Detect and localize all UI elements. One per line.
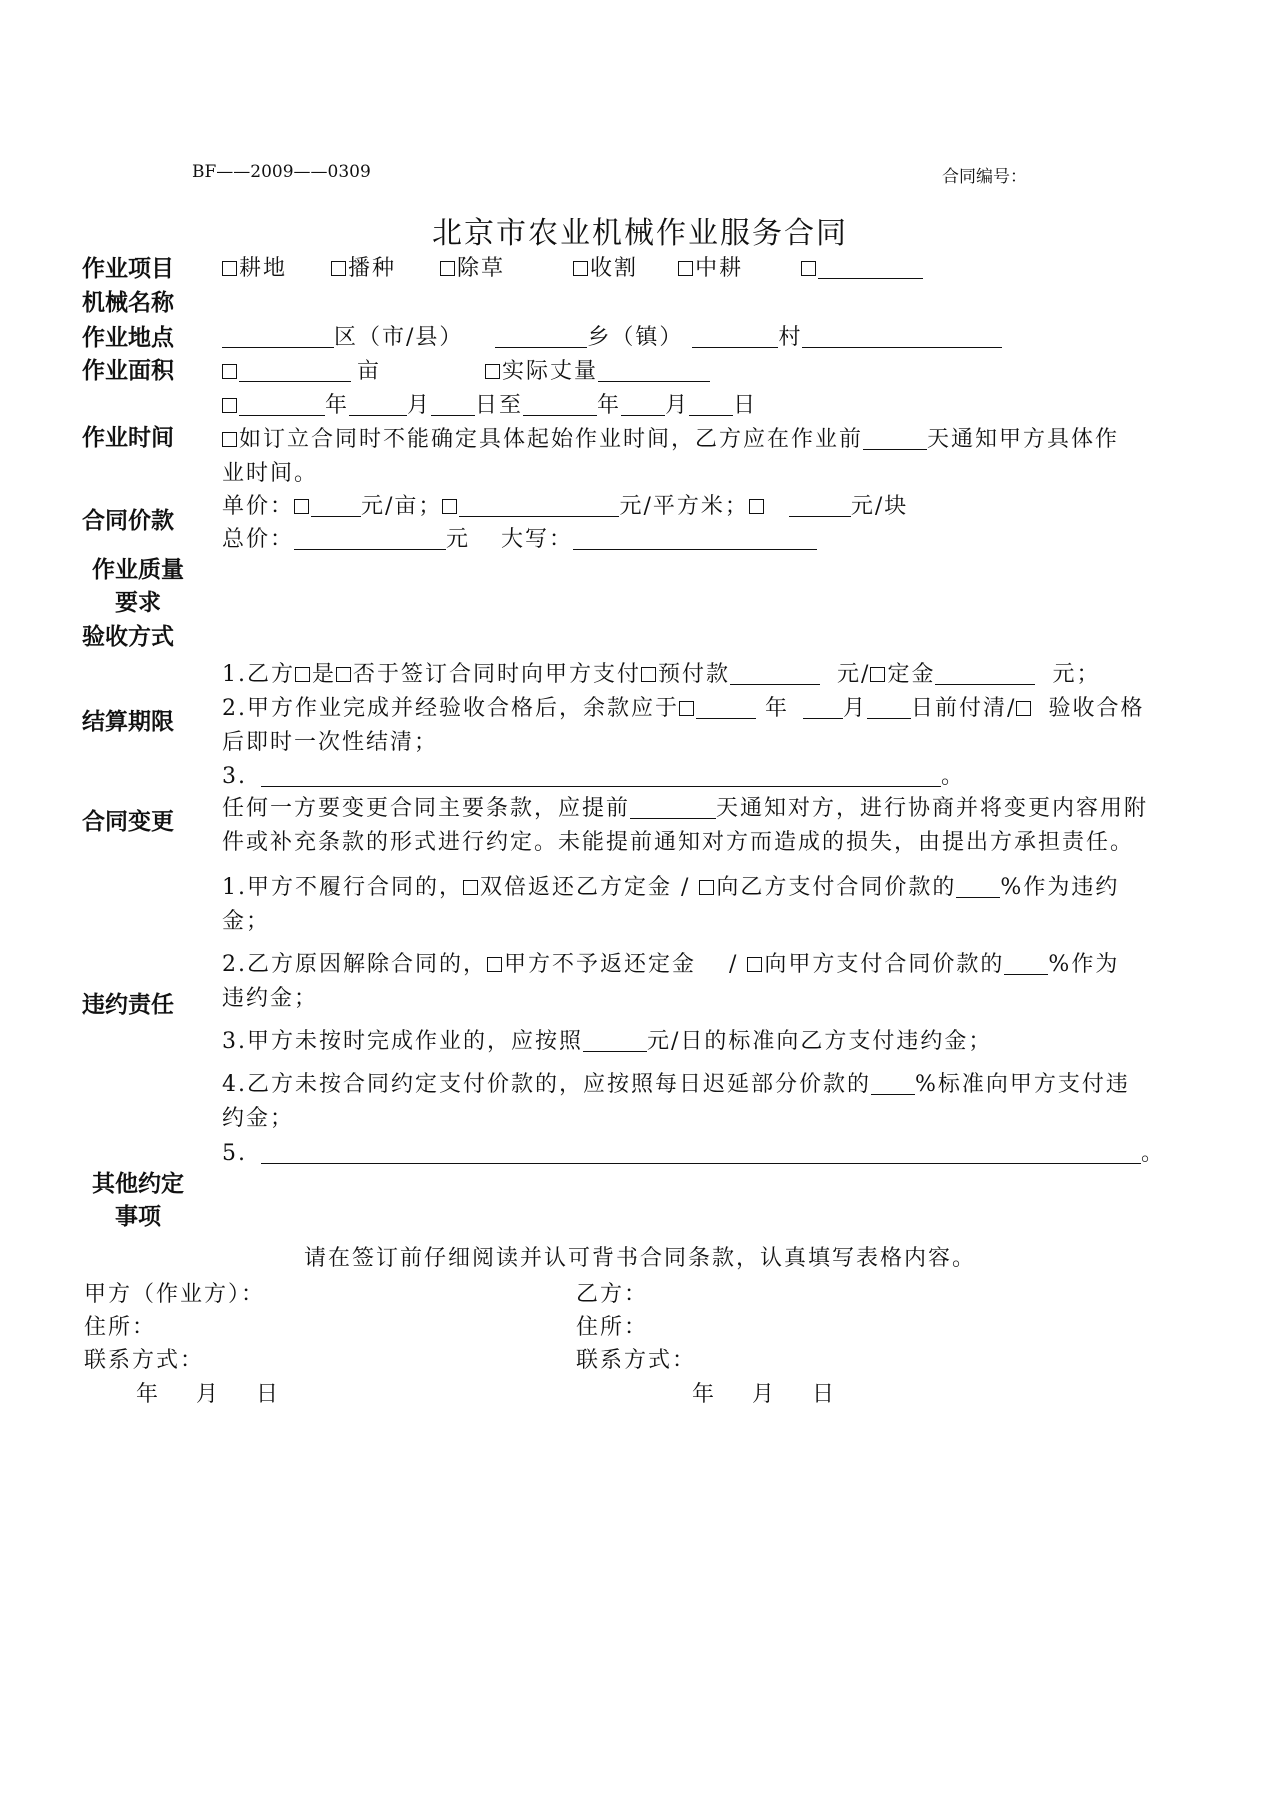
- page-title: 北京市农业机械作业服务合同: [432, 216, 848, 251]
- party-b-date: 年 月 日: [692, 1382, 837, 1407]
- blank-field[interactable]: [459, 494, 619, 517]
- time-note-row-2: 业时间。: [222, 461, 319, 486]
- checkbox-icon[interactable]: [336, 667, 351, 682]
- breach-row-4: 4.乙方未按合同约定支付价款的，应按照每日迟延部分价款的 %标准向甲方支付违: [222, 1072, 1130, 1097]
- time-range-row: 年 月 日至 年 月 日: [222, 389, 757, 422]
- checkbox-icon[interactable]: [222, 432, 237, 447]
- party-a-contact-label: 联系方式：: [84, 1348, 205, 1373]
- breach-row-2b: 违约金；: [222, 986, 319, 1011]
- blank-field[interactable]: [730, 662, 820, 685]
- label-settlement: 结算期限: [82, 709, 174, 735]
- unit-price-row: 单价： 元/亩； 元/平方米； 元/块: [222, 494, 909, 519]
- breach-row-5: 5. 。: [222, 1141, 1166, 1166]
- work-item-option[interactable]: 收割: [573, 256, 638, 281]
- checkbox-icon[interactable]: [679, 701, 694, 716]
- settlement-row-2: 2.甲方作业完成并经验收合格后，余款应于 年 月 日前付清/ 验收合格: [222, 696, 1145, 721]
- label-area: 作业面积: [82, 358, 174, 384]
- party-a-address-label: 住所：: [84, 1315, 157, 1340]
- area-row: 亩 实际丈量: [222, 355, 710, 388]
- settlement-row-3: 3. 。: [222, 764, 966, 789]
- work-item-option[interactable]: 播种: [331, 256, 396, 281]
- blank-field[interactable]: [863, 427, 927, 450]
- label-machine-name: 机械名称: [82, 290, 174, 316]
- settlement-row-1: 1.乙方 是 否于签订合同时向甲方支付 预付款 元/ 定金 元；: [222, 662, 1101, 687]
- party-a-name-label: 甲方（作业方）：: [84, 1282, 266, 1307]
- checkbox-icon[interactable]: [678, 261, 693, 276]
- blank-field[interactable]: [1004, 952, 1048, 975]
- checkbox-icon[interactable]: [485, 364, 500, 379]
- party-b-address-label: 住所：: [576, 1315, 649, 1340]
- blank-field[interactable]: [867, 696, 911, 719]
- label-other: 其他约定事项: [92, 1171, 184, 1230]
- change-row-2: 件或补充条款的形式进行约定。未能提前通知对方而造成的损失，由提出方承担责任。: [222, 830, 1135, 855]
- settlement-row-2b: 后即时一次性结清；: [222, 730, 439, 755]
- blank-field[interactable]: [803, 696, 843, 719]
- blank-field[interactable]: [935, 662, 1035, 685]
- blank-field[interactable]: [956, 875, 1000, 898]
- checkbox-icon[interactable]: [699, 880, 714, 895]
- blank-field[interactable]: [294, 527, 446, 550]
- label-acceptance: 验收方式: [82, 624, 174, 650]
- checkbox-icon[interactable]: [749, 499, 764, 514]
- work-items-row: [222, 252, 923, 285]
- breach-row-3: 3.甲方未按时完成作业的，应按照 元/日的标准向乙方支付违约金；: [222, 1029, 993, 1054]
- label-location: 作业地点: [82, 325, 174, 351]
- checkbox-icon[interactable]: [801, 261, 816, 276]
- breach-row-4b: 约金；: [222, 1106, 295, 1131]
- checkbox-icon[interactable]: [1016, 701, 1031, 716]
- change-row-1: 任何一方要变更合同主要条款，应提前 天通知对方，进行协商并将变更内容用附: [222, 796, 1149, 821]
- label-breach: 违约责任: [82, 992, 174, 1018]
- breach-row-2: 2.乙方原因解除合同的， 甲方不予返还定金 / 向甲方支付合同价款的 %作为: [222, 952, 1120, 977]
- checkbox-icon[interactable]: [487, 957, 502, 972]
- checkbox-icon[interactable]: [573, 261, 588, 276]
- blank-field[interactable]: [311, 494, 361, 517]
- work-item-option[interactable]: 中耕: [678, 256, 743, 281]
- party-b-contact-label: 联系方式：: [576, 1348, 697, 1373]
- blank-field[interactable]: [689, 393, 733, 416]
- blank-field[interactable]: [583, 1029, 647, 1052]
- work-item-option[interactable]: 除草: [440, 256, 505, 281]
- location-row: 区（市/县） 乡（镇） 村: [222, 321, 1002, 354]
- blank-field[interactable]: [349, 393, 407, 416]
- blank-field[interactable]: [573, 527, 817, 550]
- label-price: 合同价款: [82, 508, 174, 534]
- checkbox-icon[interactable]: [294, 499, 309, 514]
- blank-field[interactable]: [818, 256, 923, 279]
- label-work-item: 作业项目: [82, 256, 174, 282]
- checkbox-icon[interactable]: [222, 261, 237, 276]
- signing-notice: 请在签订前仔细阅读并认可背书合同条款，认真填写表格内容。: [303, 1246, 976, 1271]
- party-b-name-label: 乙方：: [576, 1282, 649, 1307]
- breach-row-1: 1.甲方不履行合同的， 双倍返还乙方定金 / 向乙方支付合同价款的 %作为违约: [222, 875, 1120, 900]
- form-code: BF——2009——0309: [192, 162, 371, 182]
- blank-field[interactable]: [598, 359, 710, 382]
- blank-field[interactable]: [431, 393, 475, 416]
- checkbox-icon[interactable]: [440, 261, 455, 276]
- checkbox-icon[interactable]: [442, 499, 457, 514]
- blank-field[interactable]: [696, 696, 756, 719]
- work-item-other[interactable]: [801, 256, 923, 281]
- blank-field[interactable]: [621, 393, 665, 416]
- checkbox-icon[interactable]: [463, 880, 478, 895]
- blank-field[interactable]: [261, 1141, 1141, 1164]
- time-note-row: 如订立合同时不能确定具体起始作业时间，乙方应在作业前 天通知甲方具体作: [222, 423, 1119, 456]
- blank-field[interactable]: [239, 393, 325, 416]
- blank-field[interactable]: [630, 796, 716, 819]
- work-item-option[interactable]: 耕地: [222, 256, 287, 281]
- blank-field[interactable]: [692, 325, 778, 348]
- blank-field[interactable]: [789, 494, 851, 517]
- blank-field[interactable]: [239, 359, 351, 382]
- checkbox-icon[interactable]: [641, 667, 656, 682]
- checkbox-icon[interactable]: [222, 364, 237, 379]
- breach-row-1b: 金；: [222, 909, 271, 934]
- blank-field[interactable]: [495, 325, 587, 348]
- label-time: 作业时间: [82, 425, 174, 451]
- label-change: 合同变更: [82, 809, 174, 835]
- checkbox-icon[interactable]: [870, 667, 885, 682]
- checkbox-icon[interactable]: [295, 667, 310, 682]
- blank-field[interactable]: [802, 325, 1002, 348]
- party-a-date: 年 月 日: [136, 1382, 281, 1407]
- blank-field[interactable]: [523, 393, 597, 416]
- blank-field[interactable]: [222, 325, 334, 348]
- checkbox-icon[interactable]: [747, 957, 762, 972]
- blank-field[interactable]: [261, 764, 941, 787]
- contract-no-label: 合同编号：: [942, 167, 1027, 187]
- checkbox-icon[interactable]: [222, 398, 237, 413]
- label-quality: 作业质量要求: [92, 557, 184, 616]
- total-price-row: 总价： 元 大写：: [222, 523, 817, 556]
- checkbox-icon[interactable]: [331, 261, 346, 276]
- blank-field[interactable]: [871, 1072, 915, 1095]
